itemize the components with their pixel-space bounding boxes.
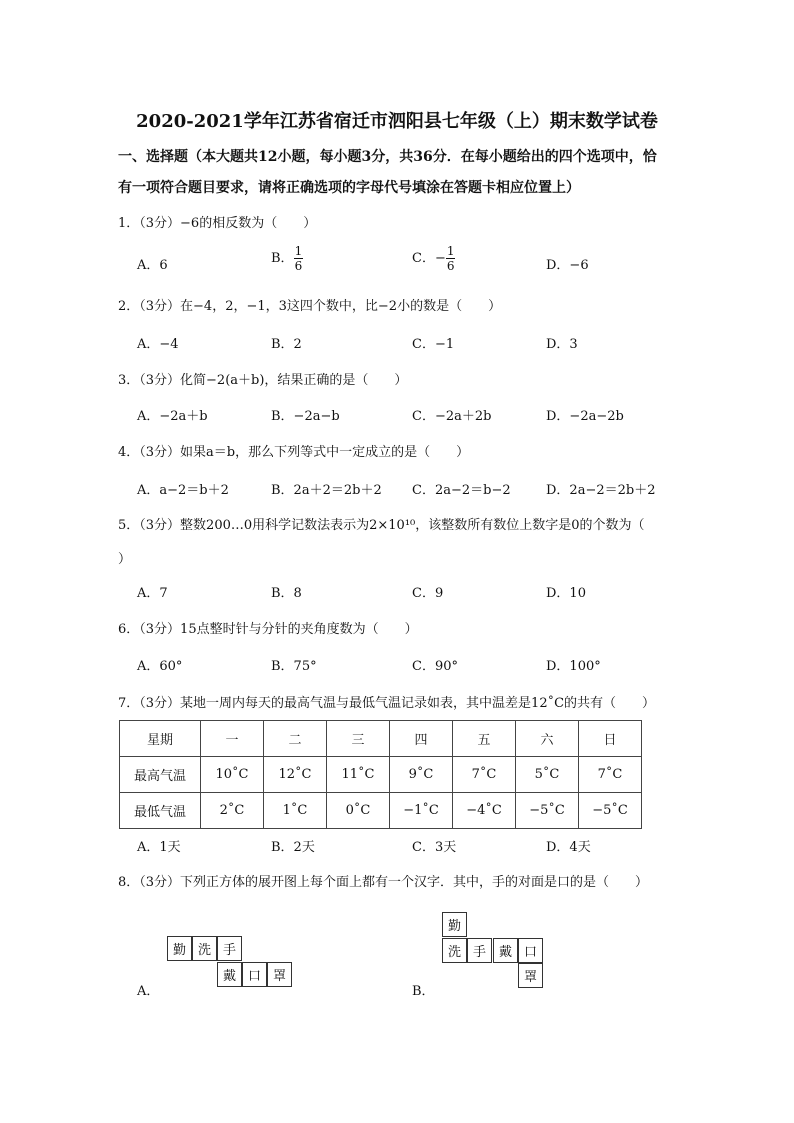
q6-option-a[interactable]: A．60° (137, 659, 183, 674)
table-cell: 9˚C (390, 757, 453, 793)
q5-option-b[interactable]: B．8 (271, 586, 302, 601)
question-8-stem: 8．（3分）下列正方体的展开图上每个面上都有一个汉字．其中，手的对面是口的是（ ） (118, 875, 649, 890)
table-cell: 星期 (120, 721, 201, 757)
question-5-stem: 5．（3分）整数200…0用科学记数法表示为2×10¹⁰，该整数所有数位上数字是0的个数为（ (118, 518, 645, 533)
q6-option-b[interactable]: B．75° (271, 659, 317, 674)
q4-option-c[interactable]: C．2a−2＝b−2 (412, 483, 511, 498)
q5-option-a[interactable]: A．7 (137, 586, 168, 601)
question-1-stem: 1．（3分）−6的相反数为（ ） (118, 216, 317, 231)
q1-option-a[interactable]: A．6 (137, 258, 168, 273)
table-row-low (120, 793, 642, 829)
net-a-face: 戴 (217, 962, 242, 987)
question-2-stem: 2．（3分）在−4，2，−1，3这四个数中，比−2小的数是（ ） (118, 299, 502, 314)
q3-option-a[interactable]: A．−2a＋b (137, 409, 208, 424)
q3-option-b[interactable]: B．−2a−b (271, 409, 340, 424)
q3-option-d[interactable]: D．−2a−2b (546, 409, 624, 424)
net-b-face: 手 (467, 938, 492, 963)
question-6-stem: 6．（3分）15点整时针与分针的夹角度数为（ ） (118, 622, 418, 637)
table-cell: 0˚C (327, 793, 390, 829)
q8-option-b[interactable]: B． (412, 984, 435, 999)
question-4-stem: 4．（3分）如果a＝b，那么下列等式中一定成立的是（ ） (118, 445, 470, 460)
table-cell: 7˚C (579, 757, 642, 793)
table-cell: 1˚C (264, 793, 327, 829)
q7-option-d[interactable]: D．4天 (546, 840, 591, 855)
table-cell: 10˚C (201, 757, 264, 793)
net-b-face: 勤 (442, 912, 467, 937)
net-a-face: 口 (242, 962, 267, 987)
table-cell: 五 (453, 721, 516, 757)
q1-option-d[interactable]: D．−6 (546, 258, 589, 273)
table-cell: −1˚C (390, 793, 453, 829)
table-cell: 四 (390, 721, 453, 757)
table-cell: 三 (327, 721, 390, 757)
table-cell: −5˚C (516, 793, 579, 829)
q5-option-c[interactable]: C．9 (412, 586, 444, 601)
net-a-face: 洗 (192, 936, 217, 961)
table-header-row (120, 721, 642, 757)
table-cell: 一 (201, 721, 264, 757)
q1-option-b-label: B． (271, 251, 294, 266)
table-cell: 5˚C (516, 757, 579, 793)
q5-option-d[interactable]: D．10 (546, 586, 586, 601)
q4-option-d[interactable]: D．2a−2＝2b＋2 (546, 483, 656, 498)
table-cell: 二 (264, 721, 327, 757)
net-b-face: 洗 (442, 938, 467, 963)
table-cell: −5˚C (579, 793, 642, 829)
page-title: 2020-2021学年江苏省宿迁市泗阳县七年级（上）期末数学试卷 (136, 111, 658, 132)
q8-option-a[interactable]: A． (137, 984, 160, 999)
net-b-face: 口 (518, 938, 543, 963)
table-cell: 六 (516, 721, 579, 757)
question-7-stem: 7．（3分）某地一周内每天的最高气温与最低气温记录如表，其中温差是12˚C的共有（ ） (118, 696, 656, 711)
q6-option-c[interactable]: C．90° (412, 659, 458, 674)
q7-option-b[interactable]: B．2天 (271, 840, 315, 855)
table-cell: 12˚C (264, 757, 327, 793)
q1-option-b[interactable] (271, 244, 303, 273)
section-heading-line1: 一、选择题（本大题共12小题，每小题3分，共36分．在每小题给出的四个选项中，恰 (118, 149, 657, 165)
q3-option-c[interactable]: C．−2a＋2b (412, 409, 492, 424)
question-3-stem: 3．（3分）化简−2(a＋b)，结果正确的是（ ） (118, 373, 408, 388)
q1-c-fraction: $\frac{1}{6}$ (446, 244, 455, 273)
table-cell: 日 (579, 721, 642, 757)
table-row-high (120, 757, 642, 793)
table-cell: 2˚C (201, 793, 264, 829)
q1-option-c[interactable] (412, 244, 455, 273)
net-a-face: 勤 (167, 936, 192, 961)
table-cell: 7˚C (453, 757, 516, 793)
q6-option-d[interactable]: D．100° (546, 659, 601, 674)
q4-option-b[interactable]: B．2a＋2＝2b＋2 (271, 483, 382, 498)
net-b-face: 罩 (518, 963, 543, 988)
net-a-face: 罩 (267, 962, 292, 987)
q2-option-c[interactable]: C．−1 (412, 337, 455, 352)
table-cell: 11˚C (327, 757, 390, 793)
temperature-table (119, 720, 642, 829)
q4-option-a[interactable]: A．a−2＝b＋2 (137, 483, 229, 498)
net-a-face: 手 (217, 936, 242, 961)
section-heading-line2: 有一项符合题目要求，请将正确选项的字母代号填涂在答题卡相应位置上） (118, 180, 580, 196)
q1-b-fraction: $\frac{1}{6}$ (294, 244, 303, 273)
q2-option-b[interactable]: B．2 (271, 337, 302, 352)
q2-option-a[interactable]: A．−4 (137, 337, 179, 352)
q1-option-c-label: C．− (412, 251, 446, 266)
table-cell: 最高气温 (120, 757, 201, 793)
table-cell: −4˚C (453, 793, 516, 829)
net-b-face: 戴 (493, 938, 518, 963)
q2-option-d[interactable]: D．3 (546, 337, 578, 352)
question-5-stem-end: ） (118, 552, 132, 567)
q7-option-a[interactable]: A．1天 (137, 840, 181, 855)
q7-option-c[interactable]: C．3天 (412, 840, 457, 855)
table-cell: 最低气温 (120, 793, 201, 829)
